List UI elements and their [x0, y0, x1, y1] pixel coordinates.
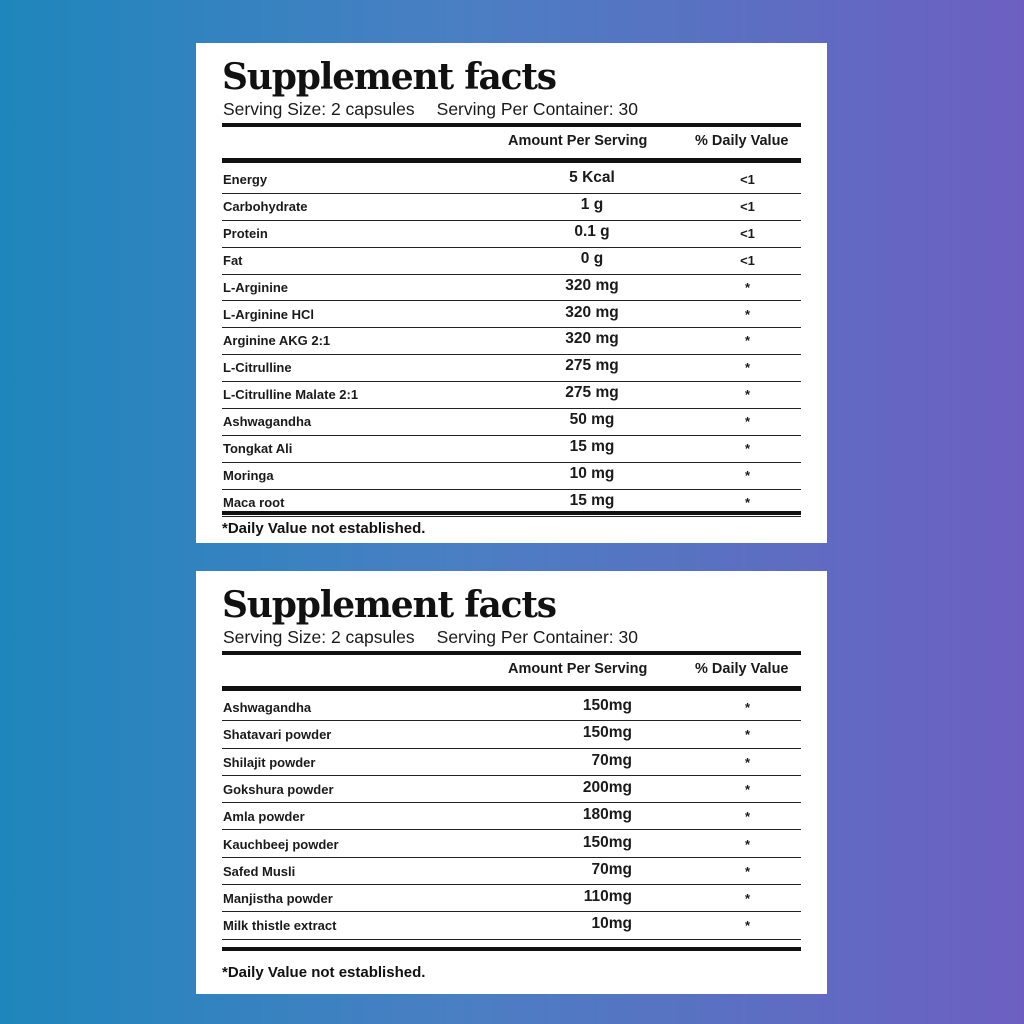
supplement-facts-panel-2 [196, 571, 827, 994]
amount-per-serving: 320 mg [565, 276, 619, 294]
amount-per-serving: 1 g [580, 195, 604, 213]
daily-value: <1 [740, 198, 755, 214]
amount-per-serving: 0.1 g [574, 222, 610, 240]
nutrient-name: Milk thistle extract [223, 918, 337, 934]
nutrient-table [222, 571, 801, 994]
nutrient-name: Ashwagandha [223, 414, 312, 430]
servings-per-container: Serving Per Container: 30 [436, 99, 639, 119]
daily-value: * [744, 863, 751, 879]
daily-value: * [744, 836, 751, 852]
table-row [222, 275, 801, 302]
daily-value: <1 [740, 252, 755, 268]
table-row [222, 694, 801, 721]
amount-per-serving: 150mg [582, 697, 632, 714]
nutrient-name: Tongkat Ali [223, 441, 293, 456]
nutrient-name: L-Arginine [223, 279, 288, 295]
nutrient-name: Maca root [223, 494, 285, 510]
daily-value: * [744, 754, 751, 770]
table-row [222, 858, 801, 885]
serving-size: Serving Size: 2 capsules [223, 99, 415, 119]
footnote: *Daily Value not established. [222, 520, 426, 537]
header-daily-value: % Daily Value [695, 133, 789, 149]
nutrient-name: Shilajit powder [223, 754, 316, 770]
nutrient-name: L-Citrulline [223, 360, 292, 376]
daily-value: * [744, 891, 751, 907]
nutrient-name: Safed Musli [223, 863, 296, 879]
daily-value: * [744, 700, 751, 715]
nutrient-table [222, 43, 801, 543]
amount-per-serving: 10 mg [569, 464, 615, 482]
amount-per-serving: 150mg [582, 833, 632, 851]
amount-per-serving: 0 g [580, 249, 604, 267]
amount-per-serving: 5 Kcal [569, 169, 615, 186]
header-amount: Amount Per Serving [508, 661, 648, 677]
nutrient-name: Shatavari powder [223, 727, 332, 743]
table-row [222, 463, 801, 490]
nutrient-name: Arginine AKG 2:1 [223, 333, 331, 349]
table-row [222, 776, 801, 803]
daily-value: * [744, 494, 751, 510]
supplement-facts-panel-1 [196, 43, 827, 543]
nutrient-name: Fat [223, 252, 243, 268]
panel-title: Supplement facts [222, 584, 556, 626]
divider-bottom [222, 511, 801, 515]
daily-value: * [744, 306, 751, 322]
amount-per-serving: 15 mg [569, 491, 615, 509]
table-row [222, 721, 801, 748]
daily-value: <1 [740, 172, 755, 187]
daily-value: * [744, 809, 751, 825]
daily-value: * [744, 467, 751, 483]
daily-value: <1 [740, 225, 755, 241]
daily-value: * [744, 414, 751, 430]
divider-bottom [222, 947, 801, 951]
amount-per-serving: 275 mg [565, 357, 619, 375]
amount-per-serving: 320 mg [565, 303, 619, 321]
table-row [222, 803, 801, 830]
nutrient-name: Protein [223, 225, 268, 241]
daily-value: * [744, 781, 751, 797]
nutrient-name: Manjistha powder [223, 891, 333, 907]
table-row [222, 409, 801, 436]
amount-per-serving: 150mg [582, 724, 632, 742]
table-row [222, 302, 801, 329]
amount-per-serving: 275 mg [565, 384, 619, 402]
nutrient-name: Carbohydrate [223, 198, 308, 214]
daily-value: * [744, 441, 751, 456]
daily-value: * [744, 387, 751, 403]
nutrient-name: Kauchbeej powder [223, 836, 339, 852]
amount-per-serving: 50 mg [569, 411, 615, 429]
table-row [222, 382, 801, 409]
header-daily-value: % Daily Value [695, 661, 789, 677]
amount-per-serving: 10mg [591, 915, 632, 933]
table-row [222, 328, 801, 355]
amount-per-serving: 180mg [582, 806, 632, 824]
table-row [222, 885, 801, 912]
daily-value: * [744, 360, 751, 376]
table-row [222, 221, 801, 248]
footnote: *Daily Value not established. [222, 964, 426, 981]
daily-value: * [744, 333, 751, 349]
table-row [222, 436, 801, 463]
nutrient-name: Amla powder [223, 809, 305, 825]
nutrient-name: Moringa [223, 467, 274, 483]
daily-value: * [744, 918, 751, 934]
amount-per-serving: 70mg [591, 751, 632, 769]
table-row [222, 749, 801, 776]
amount-per-serving: 70mg [591, 860, 632, 878]
nutrient-name: Energy [223, 172, 268, 187]
amount-per-serving: 110mg [583, 888, 632, 906]
daily-value: * [744, 727, 751, 743]
serving-size: Serving Size: 2 capsules [223, 627, 415, 647]
nutrient-name: L-Arginine HCl [223, 306, 314, 322]
table-row [222, 912, 801, 939]
nutrient-name: L-Citrulline Malate 2:1 [223, 387, 359, 403]
amount-per-serving: 200mg [582, 778, 632, 796]
table-row [222, 194, 801, 221]
amount-per-serving: 15 mg [569, 438, 615, 455]
header-amount: Amount Per Serving [508, 133, 648, 149]
table-row [222, 831, 801, 858]
table-row [222, 167, 801, 194]
panel-title: Supplement facts [222, 56, 556, 98]
servings-per-container: Serving Per Container: 30 [436, 627, 639, 647]
daily-value: * [744, 279, 751, 295]
nutrient-name: Gokshura powder [223, 781, 334, 797]
amount-per-serving: 320 mg [565, 330, 619, 348]
nutrient-name: Ashwagandha [223, 700, 312, 715]
table-row [222, 355, 801, 382]
table-row [222, 248, 801, 275]
